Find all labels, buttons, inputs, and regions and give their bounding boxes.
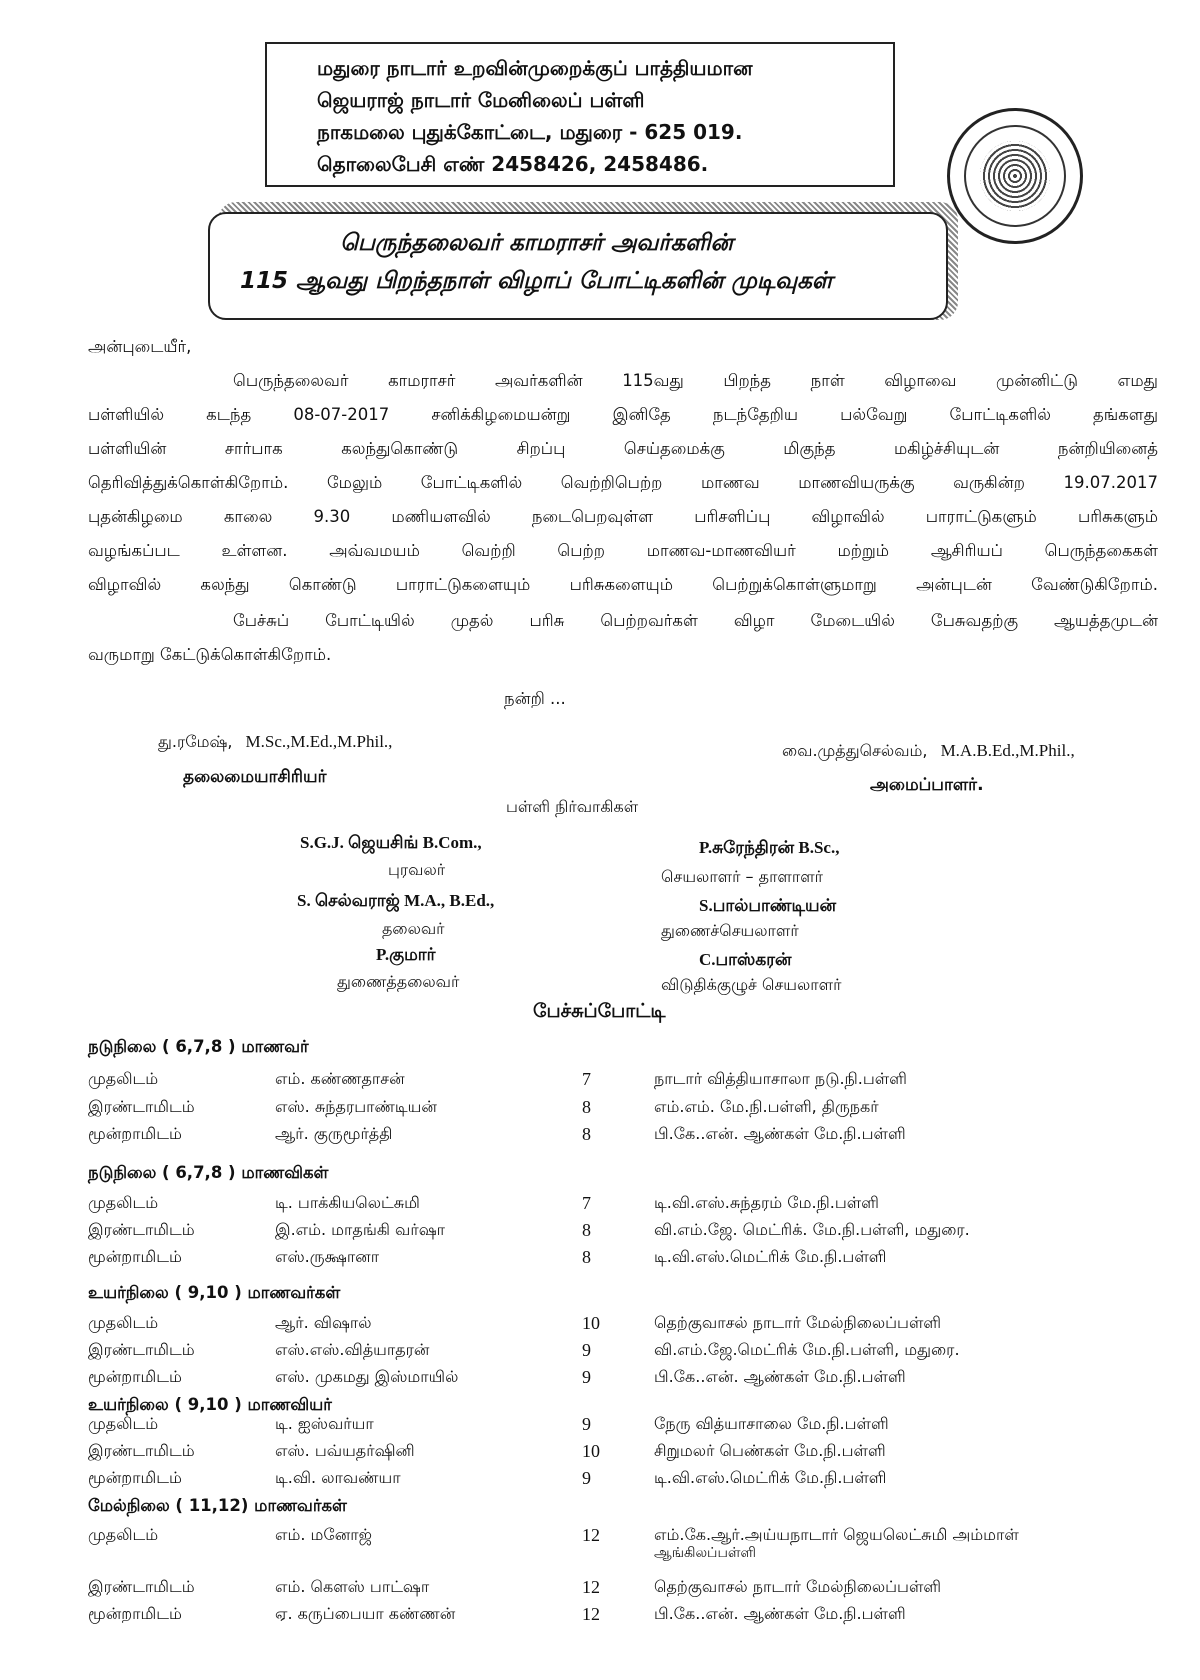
result-school: வி.எம்.ஜே. மெட்ரிக். மே.நி.பள்ளி, மதுரை. <box>654 1220 970 1239</box>
result-std: 8 <box>582 1097 591 1117</box>
result-place: மூன்றாமிடம் <box>88 1604 182 1623</box>
result-std: 7 <box>582 1193 591 1213</box>
admin-role: விடுதிக்குழுச் செயலாளர் <box>661 975 842 994</box>
result-std: 12 <box>582 1525 600 1545</box>
admin-role: துணைச்செயலாளர் <box>661 921 799 940</box>
result-name: இ.எம். மாதங்கி வர்ஷா <box>275 1220 445 1239</box>
result-name: டி. ஐஸ்வர்யா <box>275 1414 374 1433</box>
signatory-name: வை.முத்துசெல்வம், <box>782 741 928 760</box>
admin-name: P.குமார் <box>376 945 436 964</box>
category-heading: நடுநிலை ( 6,7,8 ) மாணவிகள் <box>88 1163 329 1182</box>
admin-role: துணைத்தலைவர் <box>337 972 460 991</box>
result-std: 9 <box>582 1340 591 1360</box>
result-std: 10 <box>582 1441 600 1461</box>
category-heading: நடுநிலை ( 6,7,8 ) மாணவர் <box>88 1037 309 1056</box>
category-heading: உயர்நிலை ( 9,10 ) மாணவர்கள் <box>88 1283 341 1302</box>
result-place: முதலிடம் <box>88 1525 159 1544</box>
header-line: ஜெயராஜ் நாடார் மேனிலைப் பள்ளி <box>317 88 645 112</box>
result-place: முதலிடம் <box>88 1313 159 1332</box>
letter-line: விழாவில் கலந்து கொண்டு பாராட்டுகளையும் பரிசுகளையும் பெற்றுக்கொள்ளுமாறு அன்புடன் வேண்டுகிறோம். <box>88 575 1158 594</box>
result-place: இரண்டாமிடம் <box>88 1441 195 1460</box>
result-std: 9 <box>582 1468 591 1488</box>
banner-line: 115 ஆவது பிறந்தநாள் விழாப் போட்டிகளின் முடிவுகள் <box>240 268 833 294</box>
admin-name: C.பாஸ்கரன் <box>699 950 792 969</box>
result-school: தெற்குவாசல் நாடார் மேல்நிலைப்பள்ளி <box>654 1313 942 1332</box>
result-school: பி.கே..என். ஆண்கள் மே.நி.பள்ளி <box>654 1367 906 1386</box>
result-name: எஸ். முகமது இஸ்மாயில் <box>275 1367 459 1386</box>
result-name: டி.வி. லாவண்யா <box>275 1468 401 1487</box>
result-name: எம். மனோஜ் <box>275 1525 372 1544</box>
result-school: தெற்குவாசல் நாடார் மேல்நிலைப்பள்ளி <box>654 1577 942 1596</box>
result-name: எஸ்.ருக்ஷானா <box>275 1247 380 1266</box>
category-heading: மேல்நிலை ( 11,12) மாணவர்கள் <box>88 1496 347 1515</box>
result-place: இரண்டாமிடம் <box>88 1220 195 1239</box>
result-place: முதலிடம் <box>88 1193 159 1212</box>
result-std: 10 <box>582 1313 600 1333</box>
letter-line: தெரிவித்துக்கொள்கிறோம். மேலும் போட்டிகளில் வெற்றிபெற்ற மாணவ மாணவியருக்கு வருகின்ற 19.07.2017 <box>88 473 1158 492</box>
result-place: இரண்டாமிடம் <box>88 1577 195 1596</box>
category-heading: உயர்நிலை ( 9,10 ) மாணவியர் <box>88 1395 332 1414</box>
header-line: தொலைபேசி எண் 2458426, 2458486. <box>317 152 709 176</box>
headmaster-title: தலைமையாசிரியர் <box>183 767 327 787</box>
result-std: 12 <box>582 1604 600 1624</box>
result-school: எம்.எம். மே.நி.பள்ளி, திருநகர் <box>654 1097 879 1116</box>
result-place: முதலிடம் <box>88 1414 159 1433</box>
result-std: 7 <box>582 1069 591 1089</box>
result-school: நாடார் வித்தியாசாலா நடு.நி.பள்ளி <box>654 1069 907 1088</box>
result-std: 8 <box>582 1247 591 1267</box>
admin-name: P.சுரேந்திரன் B.Sc., <box>699 838 840 857</box>
result-school: பி.கே..என். ஆண்கள் மே.நி.பள்ளி <box>654 1124 906 1143</box>
organizer-title: அமைப்பாளர். <box>870 775 984 795</box>
result-place: மூன்றாமிடம் <box>88 1124 182 1143</box>
school-header <box>265 42 895 187</box>
result-place: இரண்டாமிடம் <box>88 1340 195 1359</box>
admin-name: S. செல்வராஜ் M.A., B.Ed., <box>297 891 495 910</box>
letter-line: வழங்கப்பட உள்ளன. அவ்வமயம் வெற்றி பெற்ற மாணவ-மாணவியர் மற்றும் ஆசிரியப் பெருந்தகைகள் <box>88 541 1158 560</box>
letter-line: பள்ளியில் கடந்த 08-07-2017 சனிக்கிழமையன்று இனிதே நடந்தேறிய பல்வேறு போட்டிகளில் தங்களது <box>88 405 1158 424</box>
admin-role: தலைவர் <box>382 919 445 938</box>
result-place: மூன்றாமிடம் <box>88 1468 182 1487</box>
thanks: நன்றி ... <box>504 689 566 708</box>
result-std: 9 <box>582 1367 591 1387</box>
result-name: எஸ். சுந்தரபாண்டியன் <box>275 1097 437 1116</box>
letter-line: புதன்கிழமை காலை 9.30 மணியளவில் நடைபெறவுள்ள பரிசளிப்பு விழாவில் பாராட்டுகளும் பரிசுகளும் <box>88 507 1158 526</box>
banner-line: பெருந்தலைவர் காமராசர் அவர்களின் <box>340 230 733 256</box>
result-name: ஆர். குருமூர்த்தி <box>275 1124 393 1143</box>
letter-line: பேச்சுப் போட்டியில் முதல் பரிசு பெற்றவர்கள் விழா மேடையில் பேசுவதற்கு ஆயத்தமுடன் <box>233 611 1158 630</box>
result-school: வி.எம்.ஜே.மெட்ரிக் மே.நி.பள்ளி, மதுரை. <box>654 1340 960 1359</box>
result-name: எஸ்.எஸ்.வித்யாதரன் <box>275 1340 430 1359</box>
header-line: நாகமலை புதுக்கோட்டை, மதுரை - 625 019. <box>317 120 743 144</box>
result-school: டி.வி.எஸ்.மெட்ரிக் மே.நி.பள்ளி <box>654 1247 887 1266</box>
admin-name: S.G.J. ஜெயசிங் B.Com., <box>300 833 482 852</box>
result-school: எம்.கே.ஆர்.அய்யநாடார் ஜெயலெட்சுமி அம்மாள் <box>654 1525 1019 1544</box>
result-std: 9 <box>582 1414 591 1434</box>
result-school: நேரு வித்யாசாலை மே.நி.பள்ளி <box>654 1414 889 1433</box>
signatory-degree: M.A.B.Ed.,M.Phil., <box>940 741 1075 760</box>
result-std: 8 <box>582 1124 591 1144</box>
result-school-cont: ஆங்கிலப்பள்ளி <box>654 1545 757 1561</box>
signature-right <box>782 741 1075 762</box>
result-name: டி. பாக்கியலெட்சுமி <box>275 1193 420 1212</box>
result-school: டி.வி.எஸ்.சுந்தரம் மே.நி.பள்ளி <box>654 1193 879 1212</box>
letter-line: வருமாறு கேட்டுக்கொள்கிறோம். <box>88 645 332 664</box>
result-school: டி.வி.எஸ்.மெட்ரிக் மே.நி.பள்ளி <box>654 1468 887 1487</box>
admin-name: S.பால்பாண்டியன் <box>699 896 837 915</box>
signatory-name: து.ரமேஷ், <box>158 732 233 751</box>
signatory-degree: M.Sc.,M.Ed.,M.Phil., <box>245 732 393 751</box>
result-place: மூன்றாமிடம் <box>88 1247 182 1266</box>
letter-line: பள்ளியின் சார்பாக கலந்துகொண்டு சிறப்பு செய்தமைக்கு மிகுந்த மகிழ்ச்சியுடன் நன்றியினைத் <box>88 439 1158 458</box>
competition-title: பேச்சுப்போட்டி <box>533 1000 666 1022</box>
result-name: எம். கௌஸ் பாட்ஷா <box>275 1577 430 1596</box>
school-seal-icon <box>947 108 1083 244</box>
result-place: இரண்டாமிடம் <box>88 1097 195 1116</box>
result-name: ஆர். விஷால் <box>275 1313 372 1332</box>
salutation: அன்புடையீர், <box>88 337 192 356</box>
result-std: 12 <box>582 1577 600 1597</box>
result-school: பி.கே..என். ஆண்கள் மே.நி.பள்ளி <box>654 1604 906 1623</box>
title-banner <box>208 212 948 320</box>
letter-line: பெருந்தலைவர் காமராசர் அவர்களின் 115வது பிறந்த நாள் விழாவை முன்னிட்டு எமது <box>233 371 1158 390</box>
result-place: முதலிடம் <box>88 1069 159 1088</box>
result-name: ஏ. கருப்பையா கண்ணன் <box>275 1604 456 1623</box>
result-std: 8 <box>582 1220 591 1240</box>
result-name: எம். கண்ணதாசன் <box>275 1069 405 1088</box>
admins-heading: பள்ளி நிர்வாகிகள் <box>506 797 639 816</box>
result-name: எஸ். பவ்யதர்ஷினி <box>275 1441 415 1460</box>
header-line: மதுரை நாடார் உறவின்முறைக்குப் பாத்தியமான <box>317 56 753 80</box>
result-school: சிறுமலர் பெண்கள் மே.நி.பள்ளி <box>654 1441 886 1460</box>
admin-role: புரவலர் <box>388 860 446 879</box>
result-place: மூன்றாமிடம் <box>88 1367 182 1386</box>
signature-left <box>158 732 392 753</box>
admin-role: செயலாளர் – தாளாளர் <box>661 867 824 886</box>
